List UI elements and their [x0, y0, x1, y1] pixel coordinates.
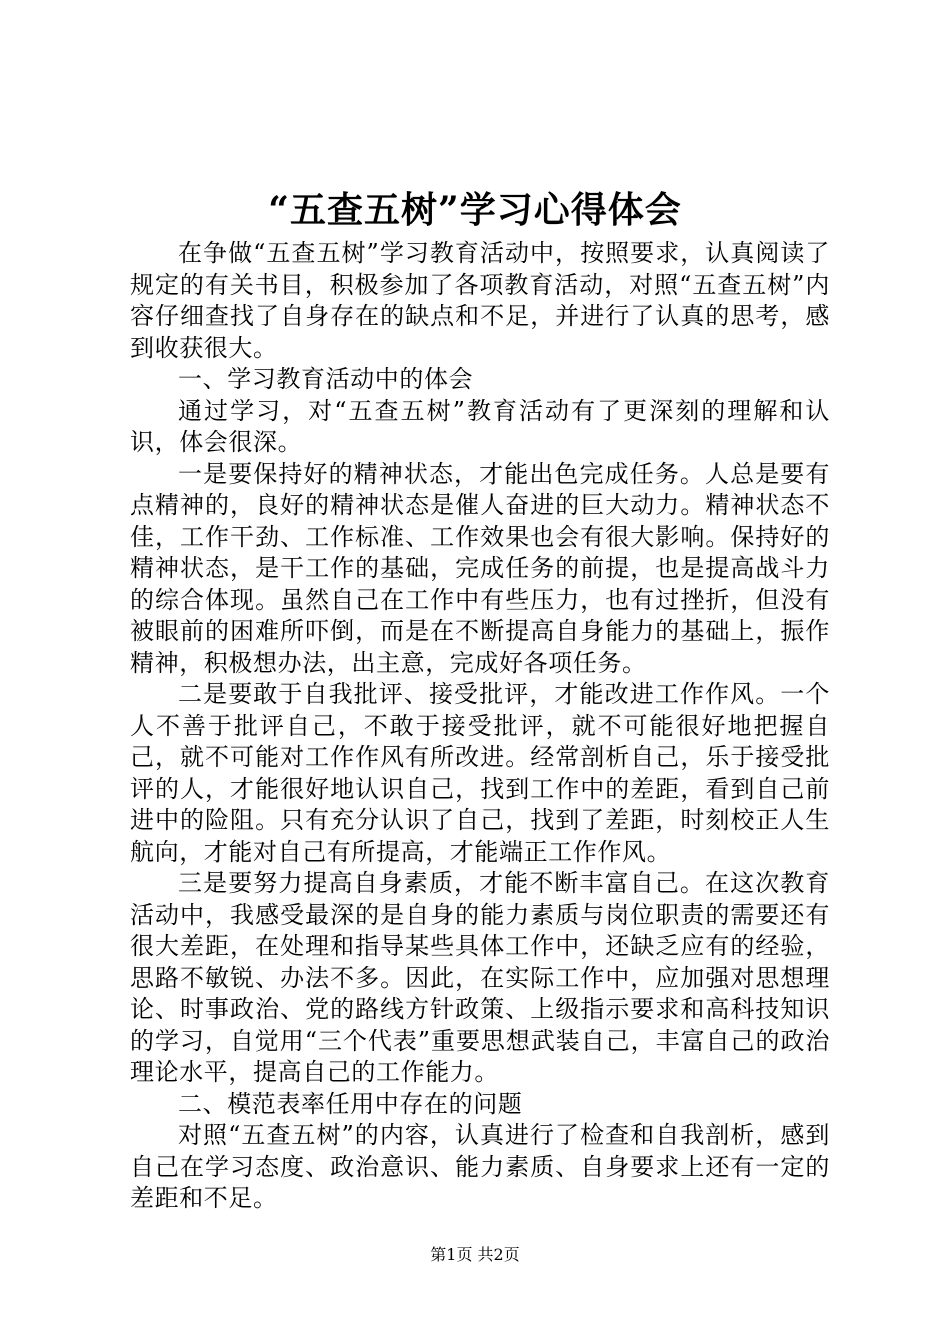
paragraph-point-2: 二是要敢于自我批评、接受批评，才能改进工作作风。一个人不善于批评自己，不敢于接受批评，就不可能很好地把握自己，就不可能对工作作风有所改进。经常剖析自己，乐于接受批评的人，才能很好地认识自己，找到工作中的差距，看到自己前进中的险阻。只有充分认识了自己，找到了差距，时刻校正人生航向，才能对自己有所提高，才能端正工作作风。 — [130, 680, 830, 866]
section-heading-2: 二、模范表率任用中存在的问题 — [178, 1089, 523, 1118]
paragraph-point-3: 三是要努力提高自身素质，才能不断丰富自己。在这次教育活动中，我感受最深的是自身的能力素质与岗位职责的需要还有很大差距，在处理和指导某些具体工作中，还缺乏应有的经验，思路不敏锐、办法不多。因此，在实际工作中，应加强对思想理论、时事政治、党的路线方针政策、上级指示要求和高科技知识的学习，自觉用“三个代表”重要思想武装自己，丰富自己的政治理论水平，提高自己的工作能力。 — [130, 869, 830, 1086]
section-heading-1: 一、学习教育活动中的体会 — [178, 365, 474, 393]
page-number-footer: 第1页 共2页 — [430, 1245, 520, 1264]
document-body — [130, 238, 830, 1215]
paragraph-section-1-summary: 通过学习，对“五查五树”教育活动有了更深刻的理解和认识，体会很深。 — [130, 396, 830, 456]
paragraph-point-1: 一是要保持好的精神状态，才能出色完成任务。人总是要有点精神的，良好的精神状态是催人奋进的巨大动力。精神状态不佳，工作干劲、工作标准、工作效果也会有很大影响。保持好的精神状态，是干工作的基础，完成任务的前提，也是提高战斗力的综合体现。虽然自己在工作中有些压力，也有过挫折，但没有被眼前的困难所吓倒，而是在不断提高自身能力的基础上，振作精神，积极想办法，出主意，完成好各项任务。 — [130, 459, 830, 677]
paragraph-intro: 在争做“五查五树”学习教育活动中，按照要求，认真阅读了规定的有关书目，积极参加了各项教育活动，对照“五查五树”内容仔细查找了自身存在的缺点和不足，并进行了认真的思考，感到收获很大。 — [130, 239, 830, 362]
document-title: “五查五树”学习心得体会 — [268, 189, 682, 231]
paragraph-section-2-summary: 对照“五查五树”的内容，认真进行了检查和自我剖析，感到自己在学习态度、政治意识、能力素质、自身要求上还有一定的差距和不足。 — [130, 1121, 830, 1212]
